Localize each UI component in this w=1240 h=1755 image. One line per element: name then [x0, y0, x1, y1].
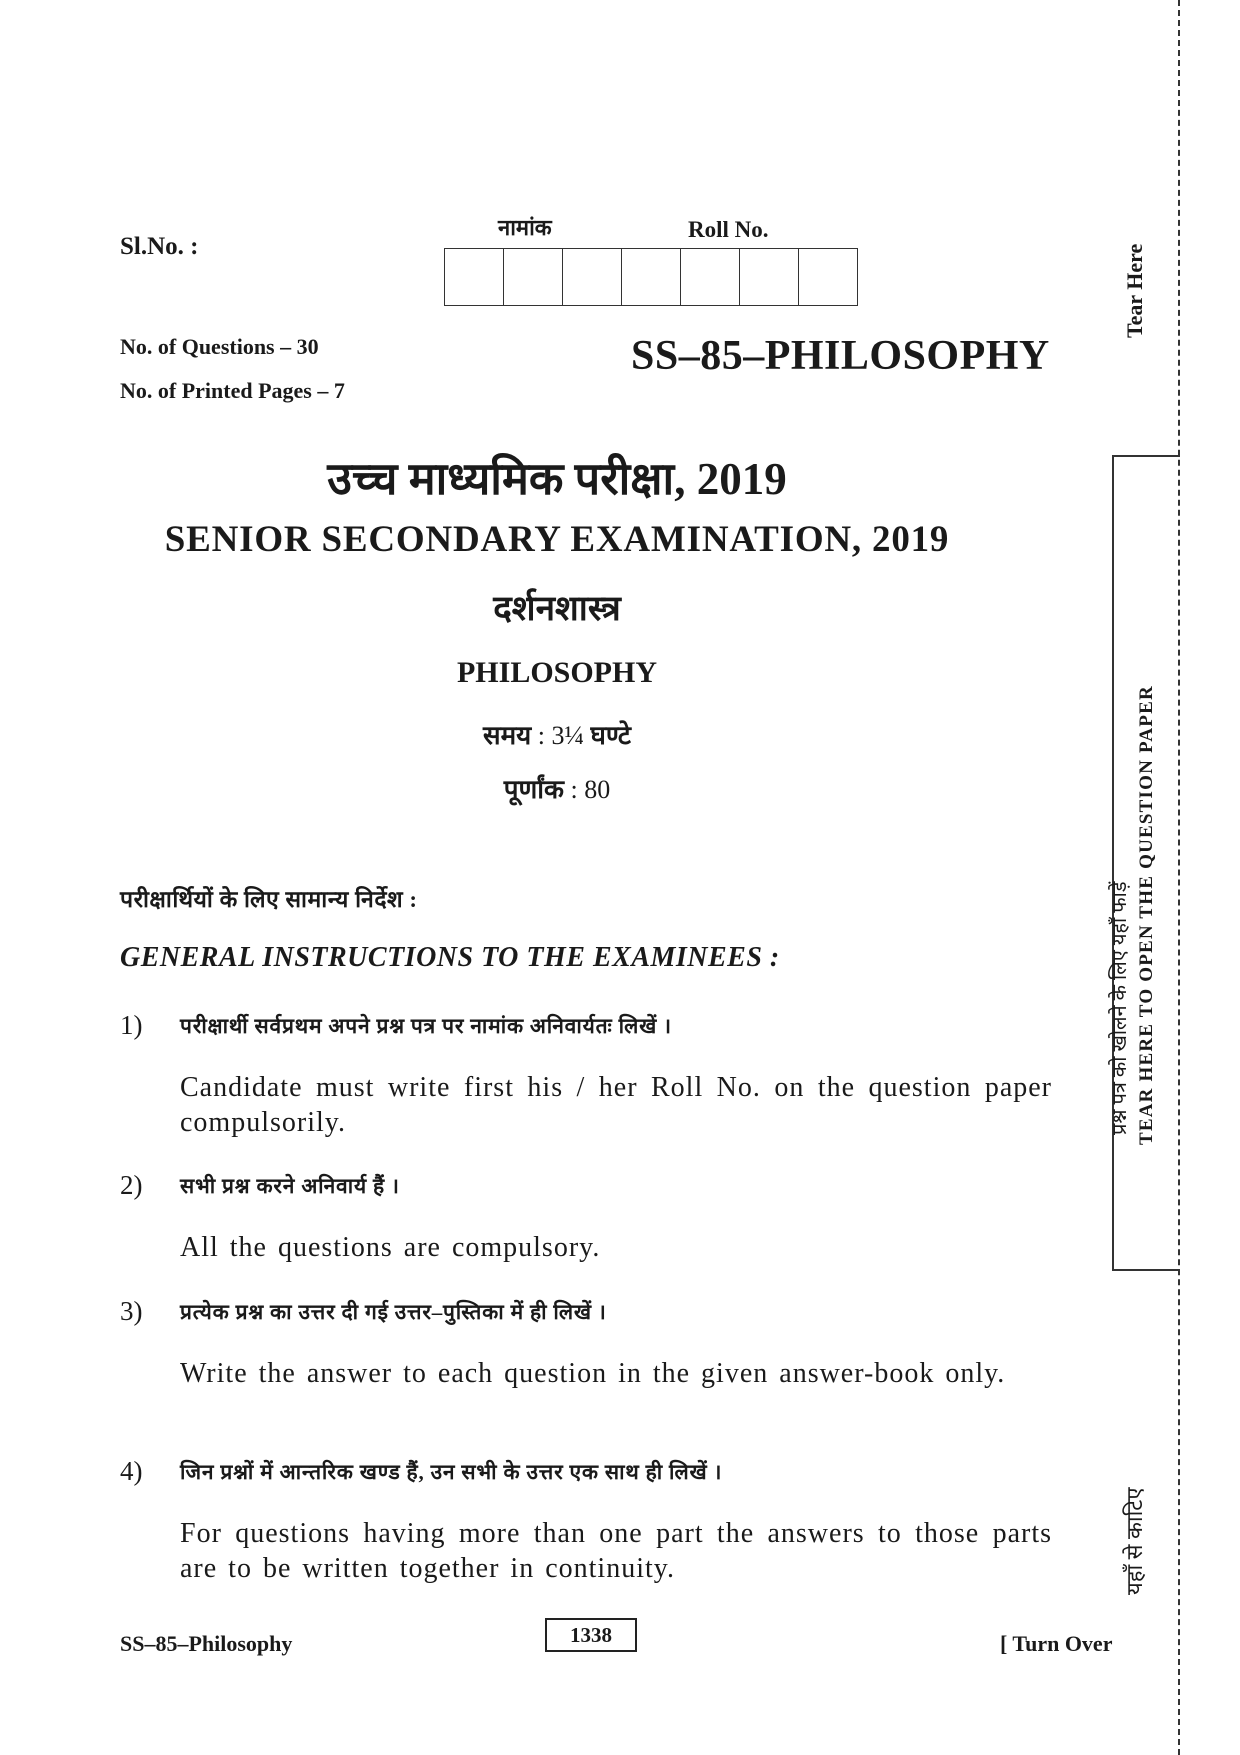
paper-code: SS–85–PHILOSOPHY	[631, 333, 1050, 379]
instruction-text: Write the answer to each question in the given answer-book only.	[180, 1358, 1006, 1389]
tear-instruction: TEAR HERE TO OPEN THE QUESTION PAPER	[1136, 685, 1157, 1145]
instruction-text-hindi: जिन प्रश्नों में आन्तरिक खण्ड हैं, उन सभी के उत्तर एक साथ ही लिखें ।	[180, 1460, 723, 1484]
footer-paper-code: SS–85–Philosophy	[120, 1631, 293, 1656]
subject-title: PHILOSOPHY	[456, 656, 658, 689]
roll-digit-box[interactable]	[681, 249, 740, 305]
instructions-heading-hindi: परीक्षार्थियों के लिए सामान्य निर्देश :	[120, 887, 418, 912]
instruction-text-hindi: परीक्षार्थी सर्वप्रथम अपने प्रश्न पत्र पर नामांक अनिवार्यतः लिखें ।	[180, 1014, 672, 1038]
roll-digit-box[interactable]	[622, 249, 681, 305]
tear-instruction-hindi: प्रश्न पत्र को खोलने के लिए यहाँ फाड़ें	[1109, 881, 1131, 1135]
instruction-number: 3)	[120, 1296, 143, 1326]
tear-here-label: Tear Here	[1122, 243, 1147, 338]
roll-digit-box[interactable]	[504, 249, 563, 305]
footer-page-code: 1338	[545, 1618, 637, 1652]
instruction-number: 2)	[120, 1170, 143, 1200]
instruction-text-hindi: सभी प्रश्न करने अनिवार्य हैं ।	[180, 1174, 400, 1198]
turn-over-label: [ Turn Over	[1000, 1631, 1113, 1656]
exam-title: SENIOR SECONDARY EXAMINATION, 2019	[164, 519, 950, 560]
instructions-heading: GENERAL INSTRUCTIONS TO THE EXAMINEES :	[120, 942, 780, 973]
instruction-number: 4)	[120, 1456, 143, 1486]
serial-number-label: Sl.No. :	[120, 233, 199, 260]
roll-digit-box[interactable]	[445, 249, 504, 305]
marks-value: : 80	[564, 775, 611, 804]
time-unit: घण्टे	[590, 721, 631, 750]
time-allowed	[0, 716, 1114, 752]
instruction-text: Candidate must write first his / her Roll No. on the question paper compulsorily.	[180, 1072, 1052, 1138]
roll-digit-box[interactable]	[740, 249, 799, 305]
instruction-text-hindi: प्रत्येक प्रश्न का उत्तर दी गई उत्तर–पुस्तिका में ही लिखें ।	[180, 1300, 607, 1324]
roll-number-label-hindi: नामांक	[498, 215, 552, 240]
roll-digit-box[interactable]	[563, 249, 622, 305]
subject-title-hindi: दर्शनशास्त्र	[493, 589, 621, 628]
roll-number-label: Roll No.	[688, 217, 769, 242]
instruction-text: All the questions are compulsory.	[180, 1232, 601, 1263]
cut-here-label-hindi: यहाँ से काटिए	[1122, 1487, 1147, 1595]
roll-number-boxes	[444, 248, 858, 306]
number-of-pages: No. of Printed Pages – 7	[120, 378, 345, 403]
exam-title-hindi: उच्च माध्यमिक परीक्षा, 2019	[327, 454, 787, 504]
roll-digit-box[interactable]	[799, 249, 857, 305]
marks-label: पूर्णांक	[503, 775, 565, 804]
time-label: समय	[483, 721, 532, 750]
maximum-marks	[0, 770, 1114, 806]
instruction-number: 1)	[120, 1010, 143, 1040]
instruction-text: For questions having more than one part the answers to those parts are to be written together in continuity.	[180, 1518, 1052, 1584]
time-value: : 3¼	[531, 721, 591, 750]
number-of-questions: No. of Questions – 30	[120, 334, 319, 359]
